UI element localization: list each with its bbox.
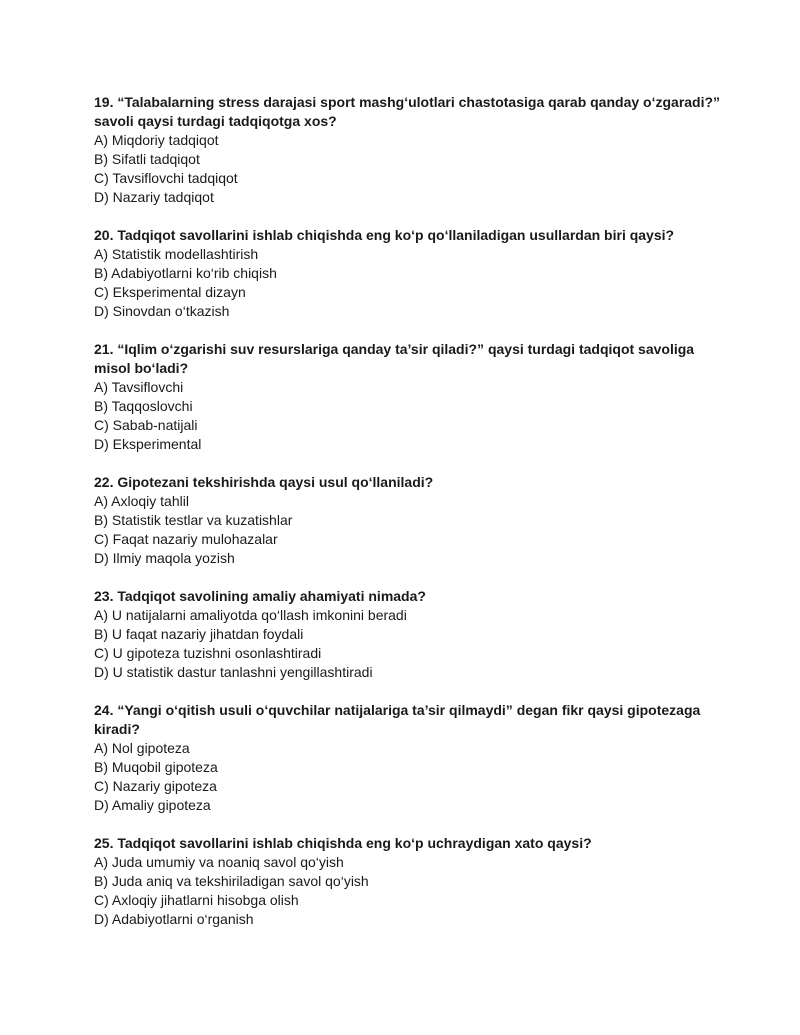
option-a: A) Axloqiy tahlil	[94, 493, 189, 509]
question-title: 22. Gipotezani tekshirishda qaysi usul qo‘llaniladi?	[94, 474, 434, 490]
option-c: C) Nazariy gipoteza	[94, 778, 217, 794]
option-a: A) Juda umumiy va noaniq savol qo‘yish	[94, 854, 344, 870]
document-page	[94, 93, 734, 948]
question-25	[94, 834, 734, 929]
option-c: C) Tavsiflovchi tadqiqot	[94, 170, 238, 186]
option-b: B) Sifatli tadqiqot	[94, 151, 200, 167]
question-title: 21. “Iqlim o‘zgarishi suv resurslariga qanday ta’sir qiladi?” qaysi turdagi tadqiqot savoliga misol bo‘ladi?	[94, 341, 695, 376]
question-title: 23. Tadqiqot savolining amaliy ahamiyati nimada?	[94, 588, 426, 604]
option-d: D) Adabiyotlarni o‘rganish	[94, 911, 254, 927]
question-title: 24. “Yangi o‘qitish usuli o‘quvchilar natijalariga ta’sir qilmaydi” degan fikr qaysi gipotezaga kiradi?	[94, 702, 701, 737]
question-22	[94, 473, 734, 568]
option-a: A) Miqdoriy tadqiqot	[94, 132, 219, 148]
option-b: B) Muqobil gipoteza	[94, 759, 218, 775]
option-c: C) Sabab-natijali	[94, 417, 198, 433]
question-20	[94, 226, 734, 321]
option-d: D) Amaliy gipoteza	[94, 797, 211, 813]
question-19	[94, 93, 734, 207]
option-b: B) Taqqoslovchi	[94, 398, 193, 414]
option-d: D) Nazariy tadqiqot	[94, 189, 214, 205]
option-c: C) Axloqiy jihatlarni hisobga olish	[94, 892, 299, 908]
option-c: C) U gipoteza tuzishni osonlashtiradi	[94, 645, 322, 661]
question-24	[94, 701, 734, 815]
option-d: D) U statistik dastur tanlashni yengillashtiradi	[94, 664, 373, 680]
option-d: D) Eksperimental	[94, 436, 202, 452]
option-c: C) Faqat nazariy mulohazalar	[94, 531, 278, 547]
option-d: D) Ilmiy maqola yozish	[94, 550, 235, 566]
option-a: A) Nol gipoteza	[94, 740, 190, 756]
option-b: B) U faqat nazariy jihatdan foydali	[94, 626, 304, 642]
question-title: 19. “Talabalarning stress darajasi sport mashg‘ulotlari chastotasiga qarab qanday o‘zgaradi?” savoli qaysi turdagi tadqiqotga xos?	[94, 94, 721, 129]
option-b: B) Juda aniq va tekshiriladigan savol qo‘yish	[94, 873, 369, 889]
question-title: 25. Tadqiqot savollarini ishlab chiqishda eng ko‘p uchraydigan xato qaysi?	[94, 835, 592, 851]
question-21	[94, 340, 734, 454]
option-c: C) Eksperimental dizayn	[94, 284, 246, 300]
option-b: B) Statistik testlar va kuzatishlar	[94, 512, 293, 528]
option-d: D) Sinovdan o‘tkazish	[94, 303, 230, 319]
option-a: A) Tavsiflovchi	[94, 379, 184, 395]
question-title: 20. Tadqiqot savollarini ishlab chiqishda eng ko‘p qo‘llaniladigan usullardan biri qaysi?	[94, 227, 675, 243]
question-23	[94, 587, 734, 682]
option-a: A) U natijalarni amaliyotda qo‘llash imkonini beradi	[94, 607, 407, 623]
option-a: A) Statistik modellashtirish	[94, 246, 259, 262]
option-b: B) Adabiyotlarni ko‘rib chiqish	[94, 265, 277, 281]
